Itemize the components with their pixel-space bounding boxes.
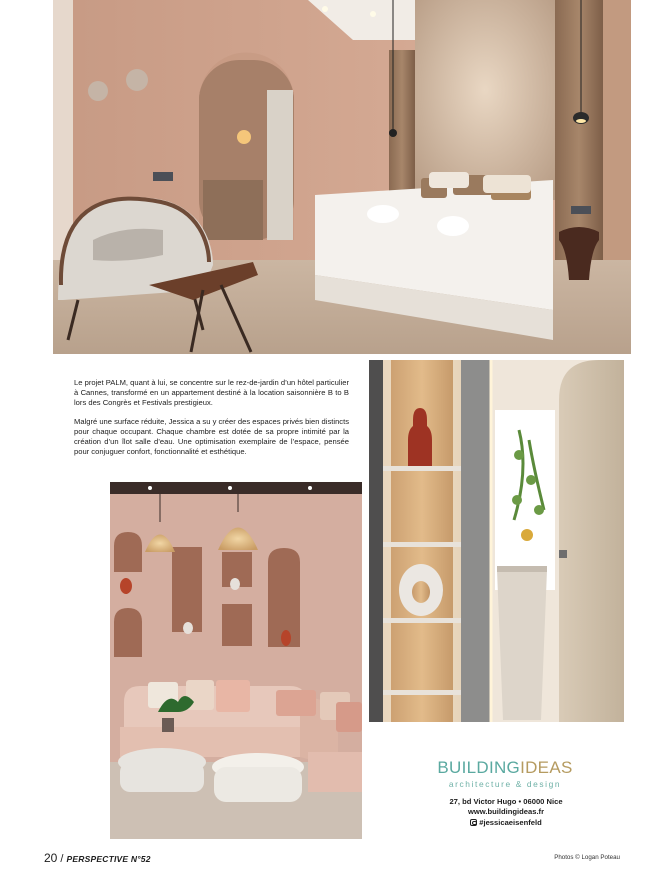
contact-instagram[interactable] <box>436 818 576 828</box>
photo-credit: Photos © Logan Poteau <box>554 854 620 861</box>
bedroom-photo <box>53 0 631 354</box>
brand-name-part-1: BUILDING <box>437 758 521 777</box>
brand-logo <box>430 758 580 789</box>
contact-block <box>436 797 576 828</box>
shelf-photo <box>369 360 624 722</box>
brand-name-part-2: IDEAS <box>520 758 573 777</box>
article-text <box>74 378 349 465</box>
page-number: 20 <box>44 851 58 865</box>
footer-separator: / <box>60 853 64 865</box>
brand-name <box>430 758 580 778</box>
brand-tagline: architecture & design <box>448 779 562 789</box>
article-paragraph-1: Le projet PALM, quant à lui, se concentre sur le rez-de-jardin d’un hôtel particulier à Cannes, transformé en un appartement destiné à la location saisonnière B to B lors des Congrès et Festivals prestigieux. <box>74 378 349 408</box>
contact-website[interactable]: www.buildingideas.fr <box>467 807 545 817</box>
article-paragraph-2: Malgré une surface réduite, Jessica a su y créer des espaces privés bien distincts pour chaque occupant. Chaque chambre est dotée de sa propre intimité par la création d’un îlot salle d’eau. Une optimisation exemplaire de l’espace, pensée pour conjuguer confort, fonctionnalité et esthétique. <box>74 416 349 457</box>
instagram-icon <box>470 819 477 826</box>
publication-name: PERSPECTIVE N°52 <box>66 854 151 864</box>
lounge-photo <box>110 482 362 839</box>
page-footer <box>44 851 151 865</box>
contact-address: 27, bd Victor Hugo • 06000 Nice <box>449 797 563 806</box>
instagram-handle: #jessicaeisenfeld <box>479 817 542 827</box>
